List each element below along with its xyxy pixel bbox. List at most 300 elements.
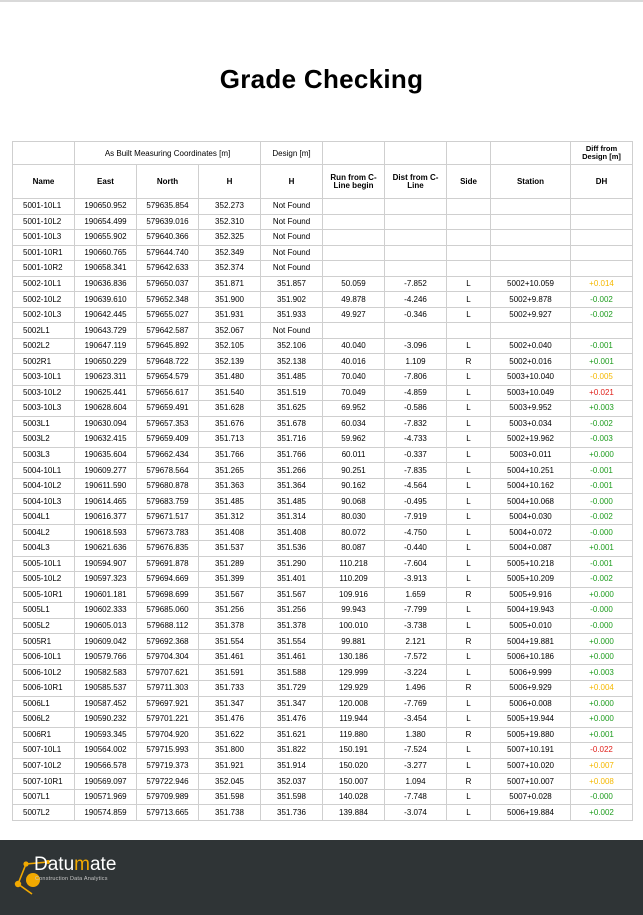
table-row: [13, 805, 633, 821]
cell-station: 5006+0.008: [491, 696, 571, 712]
cell-dh: [571, 230, 633, 246]
cell-north: 579711.303: [137, 680, 199, 696]
cell-north: 579655.027: [137, 307, 199, 323]
cell-station: 5005+19.880: [491, 727, 571, 743]
cell-name: 5007-10L2: [13, 758, 75, 774]
cell-north: 579654.579: [137, 370, 199, 386]
cell-side: [447, 323, 491, 339]
table-row: [13, 416, 633, 432]
cell-run: 129.999: [323, 665, 385, 681]
cell-design-h: 351.625: [261, 401, 323, 417]
cell-design-h: Not Found: [261, 214, 323, 230]
cell-side: R: [447, 774, 491, 790]
cell-name: 5005L2: [13, 618, 75, 634]
cell-north: 579659.409: [137, 432, 199, 448]
cell-side: L: [447, 292, 491, 308]
cell-dist: -4.564: [385, 478, 447, 494]
cell-east: 190574.859: [75, 805, 137, 821]
cell-name: 5001-10L3: [13, 230, 75, 246]
cell-dist: -7.604: [385, 556, 447, 572]
cell-north: 579640.366: [137, 230, 199, 246]
table-row: [13, 292, 633, 308]
cell-design-h: 352.138: [261, 354, 323, 370]
cell-name: 5005L1: [13, 603, 75, 619]
cell-dh: [571, 323, 633, 339]
cell-dist: -3.277: [385, 758, 447, 774]
table-row: [13, 307, 633, 323]
cell-station: 5005+19.944: [491, 712, 571, 728]
cell-dh: +0.000: [571, 649, 633, 665]
cell-north: 579709.989: [137, 789, 199, 805]
cell-dh: +0.000: [571, 587, 633, 603]
cell-east: 190585.537: [75, 680, 137, 696]
cell-h: 351.312: [199, 509, 261, 525]
table-row: [13, 509, 633, 525]
cell-east: 190587.452: [75, 696, 137, 712]
cell-side: L: [447, 556, 491, 572]
cell-run: 150.007: [323, 774, 385, 790]
cell-dh: -0.002: [571, 416, 633, 432]
table-row: [13, 727, 633, 743]
cell-run: 80.030: [323, 509, 385, 525]
cell-dist: [385, 199, 447, 215]
cell-north: 579697.921: [137, 696, 199, 712]
cell-design-h: 351.364: [261, 478, 323, 494]
cell-design-h: 352.037: [261, 774, 323, 790]
cell-h: 352.105: [199, 338, 261, 354]
table-row: [13, 712, 633, 728]
cell-east: 190636.836: [75, 276, 137, 292]
cell-station: 5006+9.999: [491, 665, 571, 681]
cell-east: 190566.578: [75, 758, 137, 774]
cell-north: 579688.112: [137, 618, 199, 634]
cell-h: 352.310: [199, 214, 261, 230]
cell-east: 190609.277: [75, 463, 137, 479]
cell-dist: -4.859: [385, 385, 447, 401]
cell-dist: 1.380: [385, 727, 447, 743]
cell-h: 351.598: [199, 789, 261, 805]
cell-run: 120.008: [323, 696, 385, 712]
cell-north: 579642.633: [137, 261, 199, 277]
cell-dh: -0.001: [571, 338, 633, 354]
cell-station: 5004+0.072: [491, 525, 571, 541]
cell-station: 5002+0.016: [491, 354, 571, 370]
header-group-as-built: As Built Measuring Coordinates [m]: [75, 142, 261, 165]
cell-name: 5004L1: [13, 509, 75, 525]
cell-north: 579644.740: [137, 245, 199, 261]
cell-h: 351.622: [199, 727, 261, 743]
cell-run: 139.884: [323, 805, 385, 821]
cell-dh: +0.003: [571, 665, 633, 681]
cell-station: 5006+9.929: [491, 680, 571, 696]
cell-design-h: 351.378: [261, 618, 323, 634]
cell-h: 351.265: [199, 463, 261, 479]
cell-dh: +0.000: [571, 447, 633, 463]
cell-h: 351.554: [199, 634, 261, 650]
cell-station: 5005+10.218: [491, 556, 571, 572]
cell-design-h: Not Found: [261, 199, 323, 215]
cell-name: 5005R1: [13, 634, 75, 650]
cell-east: 190614.465: [75, 494, 137, 510]
cell-east: 190618.593: [75, 525, 137, 541]
table-body: [13, 199, 633, 821]
cell-h: 351.540: [199, 385, 261, 401]
cell-north: 579650.037: [137, 276, 199, 292]
cell-north: 579635.854: [137, 199, 199, 215]
cell-h: 351.399: [199, 572, 261, 588]
grade-table: [12, 141, 633, 821]
cell-run: 49.878: [323, 292, 385, 308]
cell-east: 190611.590: [75, 478, 137, 494]
cell-name: 5004L3: [13, 541, 75, 557]
table-row: [13, 618, 633, 634]
cell-name: 5003L2: [13, 432, 75, 448]
cell-east: 190602.333: [75, 603, 137, 619]
cell-north: 579715.993: [137, 743, 199, 759]
cell-dist: -3.454: [385, 712, 447, 728]
cell-east: 190658.341: [75, 261, 137, 277]
cell-name: 5006L2: [13, 712, 75, 728]
cell-run: 59.962: [323, 432, 385, 448]
cell-h: 352.374: [199, 261, 261, 277]
cell-h: 351.378: [199, 618, 261, 634]
cell-side: R: [447, 354, 491, 370]
cell-side: L: [447, 696, 491, 712]
cell-station: [491, 261, 571, 277]
table-row: [13, 354, 633, 370]
cell-dh: -0.001: [571, 463, 633, 479]
cell-north: 579701.221: [137, 712, 199, 728]
cell-station: 5002+9.878: [491, 292, 571, 308]
table-row: [13, 743, 633, 759]
cell-design-h: 351.461: [261, 649, 323, 665]
cell-side: L: [447, 307, 491, 323]
cell-north: 579673.783: [137, 525, 199, 541]
cell-name: 5002-10L1: [13, 276, 75, 292]
cell-side: [447, 199, 491, 215]
cell-h: 351.256: [199, 603, 261, 619]
cell-north: 579685.060: [137, 603, 199, 619]
cell-side: L: [447, 509, 491, 525]
cell-station: 5003+0.011: [491, 447, 571, 463]
cell-station: 5002+19.962: [491, 432, 571, 448]
cell-station: [491, 323, 571, 339]
cell-station: 5006+19.884: [491, 805, 571, 821]
cell-north: 579642.587: [137, 323, 199, 339]
cell-side: [447, 214, 491, 230]
cell-dh: -0.000: [571, 494, 633, 510]
cell-run: 60.011: [323, 447, 385, 463]
cell-station: 5007+10.007: [491, 774, 571, 790]
cell-side: L: [447, 494, 491, 510]
cell-design-h: 351.621: [261, 727, 323, 743]
cell-name: 5006R1: [13, 727, 75, 743]
cell-east: 190639.610: [75, 292, 137, 308]
column-header-north: North: [137, 165, 199, 199]
cell-design-h: 351.822: [261, 743, 323, 759]
cell-run: 119.880: [323, 727, 385, 743]
cell-east: 190593.345: [75, 727, 137, 743]
cell-station: [491, 245, 571, 261]
cell-name: 5001-10R2: [13, 261, 75, 277]
cell-dh: -0.001: [571, 556, 633, 572]
cell-run: 80.087: [323, 541, 385, 557]
cell-dh: +0.002: [571, 805, 633, 821]
cell-run: 140.028: [323, 789, 385, 805]
cell-design-h: 351.729: [261, 680, 323, 696]
cell-h: 351.537: [199, 541, 261, 557]
cell-design-h: 351.902: [261, 292, 323, 308]
cell-east: 190616.377: [75, 509, 137, 525]
cell-station: 5003+10.040: [491, 370, 571, 386]
cell-run: 110.209: [323, 572, 385, 588]
cell-dist: 2.121: [385, 634, 447, 650]
table-row: [13, 447, 633, 463]
cell-dh: +0.001: [571, 727, 633, 743]
cell-name: 5004-10L3: [13, 494, 75, 510]
cell-run: 90.162: [323, 478, 385, 494]
cell-side: L: [447, 758, 491, 774]
cell-east: 190579.766: [75, 649, 137, 665]
cell-side: L: [447, 478, 491, 494]
cell-station: 5007+10.020: [491, 758, 571, 774]
column-header-station: Station: [491, 165, 571, 199]
cell-east: 190569.097: [75, 774, 137, 790]
cell-dist: 1.496: [385, 680, 447, 696]
cell-run: [323, 245, 385, 261]
cell-run: 60.034: [323, 416, 385, 432]
cell-name: 5005-10L2: [13, 572, 75, 588]
footer-bar: [0, 840, 643, 915]
cell-dist: -4.750: [385, 525, 447, 541]
cell-side: L: [447, 649, 491, 665]
cell-north: 579713.665: [137, 805, 199, 821]
cell-station: 5004+19.881: [491, 634, 571, 650]
table-row: [13, 463, 633, 479]
table-row: [13, 649, 633, 665]
table-row: [13, 665, 633, 681]
cell-station: 5002+0.040: [491, 338, 571, 354]
column-header-east: East: [75, 165, 137, 199]
cell-station: [491, 199, 571, 215]
cell-station: 5002+10.059: [491, 276, 571, 292]
cell-design-h: 351.485: [261, 370, 323, 386]
cell-run: 119.944: [323, 712, 385, 728]
cell-run: 49.927: [323, 307, 385, 323]
cell-side: L: [447, 401, 491, 417]
cell-east: 190571.969: [75, 789, 137, 805]
table-row: [13, 478, 633, 494]
cell-dist: -7.572: [385, 649, 447, 665]
cell-design-h: 352.106: [261, 338, 323, 354]
table-row: [13, 572, 633, 588]
cell-dist: -7.748: [385, 789, 447, 805]
cell-east: 190630.094: [75, 416, 137, 432]
cell-design-h: 351.766: [261, 447, 323, 463]
cell-north: 579680.878: [137, 478, 199, 494]
cell-dh: +0.001: [571, 541, 633, 557]
cell-dh: [571, 245, 633, 261]
cell-name: 5001-10L1: [13, 199, 75, 215]
cell-side: L: [447, 712, 491, 728]
cell-h: 351.485: [199, 494, 261, 510]
table-row: [13, 432, 633, 448]
cell-dh: -0.000: [571, 618, 633, 634]
cell-north: 579719.373: [137, 758, 199, 774]
cell-dh: +0.000: [571, 696, 633, 712]
cell-dh: +0.008: [571, 774, 633, 790]
cell-dist: [385, 245, 447, 261]
cell-dh: -0.002: [571, 509, 633, 525]
cell-h: 351.733: [199, 680, 261, 696]
cell-dist: [385, 214, 447, 230]
header-group-row: [13, 142, 633, 165]
cell-dh: +0.000: [571, 634, 633, 650]
cell-side: L: [447, 276, 491, 292]
cell-design-h: 351.933: [261, 307, 323, 323]
cell-station: 5005+9.916: [491, 587, 571, 603]
table-row: [13, 494, 633, 510]
header-group-empty: [385, 142, 447, 165]
cell-north: 579691.878: [137, 556, 199, 572]
column-header-name: Name: [13, 165, 75, 199]
cell-h: 351.289: [199, 556, 261, 572]
cell-north: 579683.759: [137, 494, 199, 510]
cell-h: 351.921: [199, 758, 261, 774]
cell-dist: -4.246: [385, 292, 447, 308]
cell-run: 90.251: [323, 463, 385, 479]
cell-design-h: 351.401: [261, 572, 323, 588]
cell-north: 579657.353: [137, 416, 199, 432]
cell-design-h: 351.567: [261, 587, 323, 603]
cell-dist: -3.096: [385, 338, 447, 354]
cell-side: R: [447, 587, 491, 603]
cell-h: 351.931: [199, 307, 261, 323]
cell-dh: +0.021: [571, 385, 633, 401]
cell-north: 579648.722: [137, 354, 199, 370]
cell-side: L: [447, 416, 491, 432]
cell-dist: [385, 230, 447, 246]
cell-dh: +0.001: [571, 354, 633, 370]
cell-design-h: Not Found: [261, 245, 323, 261]
cell-h: 351.738: [199, 805, 261, 821]
column-header-design-h: H: [261, 165, 323, 199]
header-group-empty: [491, 142, 571, 165]
cell-run: 50.059: [323, 276, 385, 292]
cell-north: 579659.491: [137, 401, 199, 417]
cell-name: 5007-10R1: [13, 774, 75, 790]
cell-station: 5007+10.191: [491, 743, 571, 759]
cell-side: L: [447, 525, 491, 541]
cell-design-h: Not Found: [261, 323, 323, 339]
cell-dist: 1.109: [385, 354, 447, 370]
cell-run: 129.929: [323, 680, 385, 696]
cell-side: L: [447, 463, 491, 479]
cell-dh: -0.002: [571, 292, 633, 308]
cell-north: 579652.348: [137, 292, 199, 308]
cell-run: 150.191: [323, 743, 385, 759]
cell-north: 579704.920: [137, 727, 199, 743]
cell-design-h: 351.314: [261, 509, 323, 525]
header-group-empty: [447, 142, 491, 165]
cell-east: 190642.445: [75, 307, 137, 323]
cell-side: L: [447, 338, 491, 354]
cell-dist: -3.074: [385, 805, 447, 821]
cell-station: 5006+10.186: [491, 649, 571, 665]
cell-east: 190597.323: [75, 572, 137, 588]
cell-dist: -7.769: [385, 696, 447, 712]
cell-dh: +0.000: [571, 712, 633, 728]
cell-run: 100.010: [323, 618, 385, 634]
cell-east: 190643.729: [75, 323, 137, 339]
cell-side: L: [447, 603, 491, 619]
cell-design-h: 351.857: [261, 276, 323, 292]
cell-name: 5007L1: [13, 789, 75, 805]
cell-h: 352.325: [199, 230, 261, 246]
cell-station: 5003+0.034: [491, 416, 571, 432]
cell-name: 5003L3: [13, 447, 75, 463]
header-group-empty: [13, 142, 75, 165]
cell-design-h: 351.598: [261, 789, 323, 805]
table-row: [13, 525, 633, 541]
top-rule: [0, 0, 643, 2]
cell-name: 5007-10L1: [13, 743, 75, 759]
table-row: [13, 587, 633, 603]
cell-design-h: 351.256: [261, 603, 323, 619]
cell-h: 351.871: [199, 276, 261, 292]
cell-dh: +0.004: [571, 680, 633, 696]
cell-run: 99.943: [323, 603, 385, 619]
table-row: [13, 603, 633, 619]
cell-h: 352.349: [199, 245, 261, 261]
table-row: [13, 230, 633, 246]
cell-h: 351.800: [199, 743, 261, 759]
cell-run: [323, 230, 385, 246]
cell-design-h: 351.266: [261, 463, 323, 479]
cell-run: 80.072: [323, 525, 385, 541]
column-header-h: H: [199, 165, 261, 199]
cell-run: 110.218: [323, 556, 385, 572]
cell-dist: -0.586: [385, 401, 447, 417]
cell-dist: -7.806: [385, 370, 447, 386]
table-row: [13, 370, 633, 386]
table-row: [13, 199, 633, 215]
cell-east: 190625.441: [75, 385, 137, 401]
cell-side: R: [447, 727, 491, 743]
cell-east: 190590.232: [75, 712, 137, 728]
cell-east: 190660.765: [75, 245, 137, 261]
cell-east: 190621.636: [75, 541, 137, 557]
cell-design-h: Not Found: [261, 261, 323, 277]
cell-design-h: 351.476: [261, 712, 323, 728]
cell-name: 5007L2: [13, 805, 75, 821]
cell-name: 5004-10L2: [13, 478, 75, 494]
cell-h: 351.591: [199, 665, 261, 681]
cell-dist: -3.738: [385, 618, 447, 634]
cell-dh: +0.003: [571, 401, 633, 417]
table-row: [13, 245, 633, 261]
cell-dist: -7.919: [385, 509, 447, 525]
cell-name: 5003-10L3: [13, 401, 75, 417]
cell-north: 579662.434: [137, 447, 199, 463]
cell-h: 351.408: [199, 525, 261, 541]
cell-east: 190632.415: [75, 432, 137, 448]
cell-dh: -0.002: [571, 307, 633, 323]
cell-east: 190609.042: [75, 634, 137, 650]
cell-dist: [385, 323, 447, 339]
table-row: [13, 323, 633, 339]
cell-design-h: 351.536: [261, 541, 323, 557]
